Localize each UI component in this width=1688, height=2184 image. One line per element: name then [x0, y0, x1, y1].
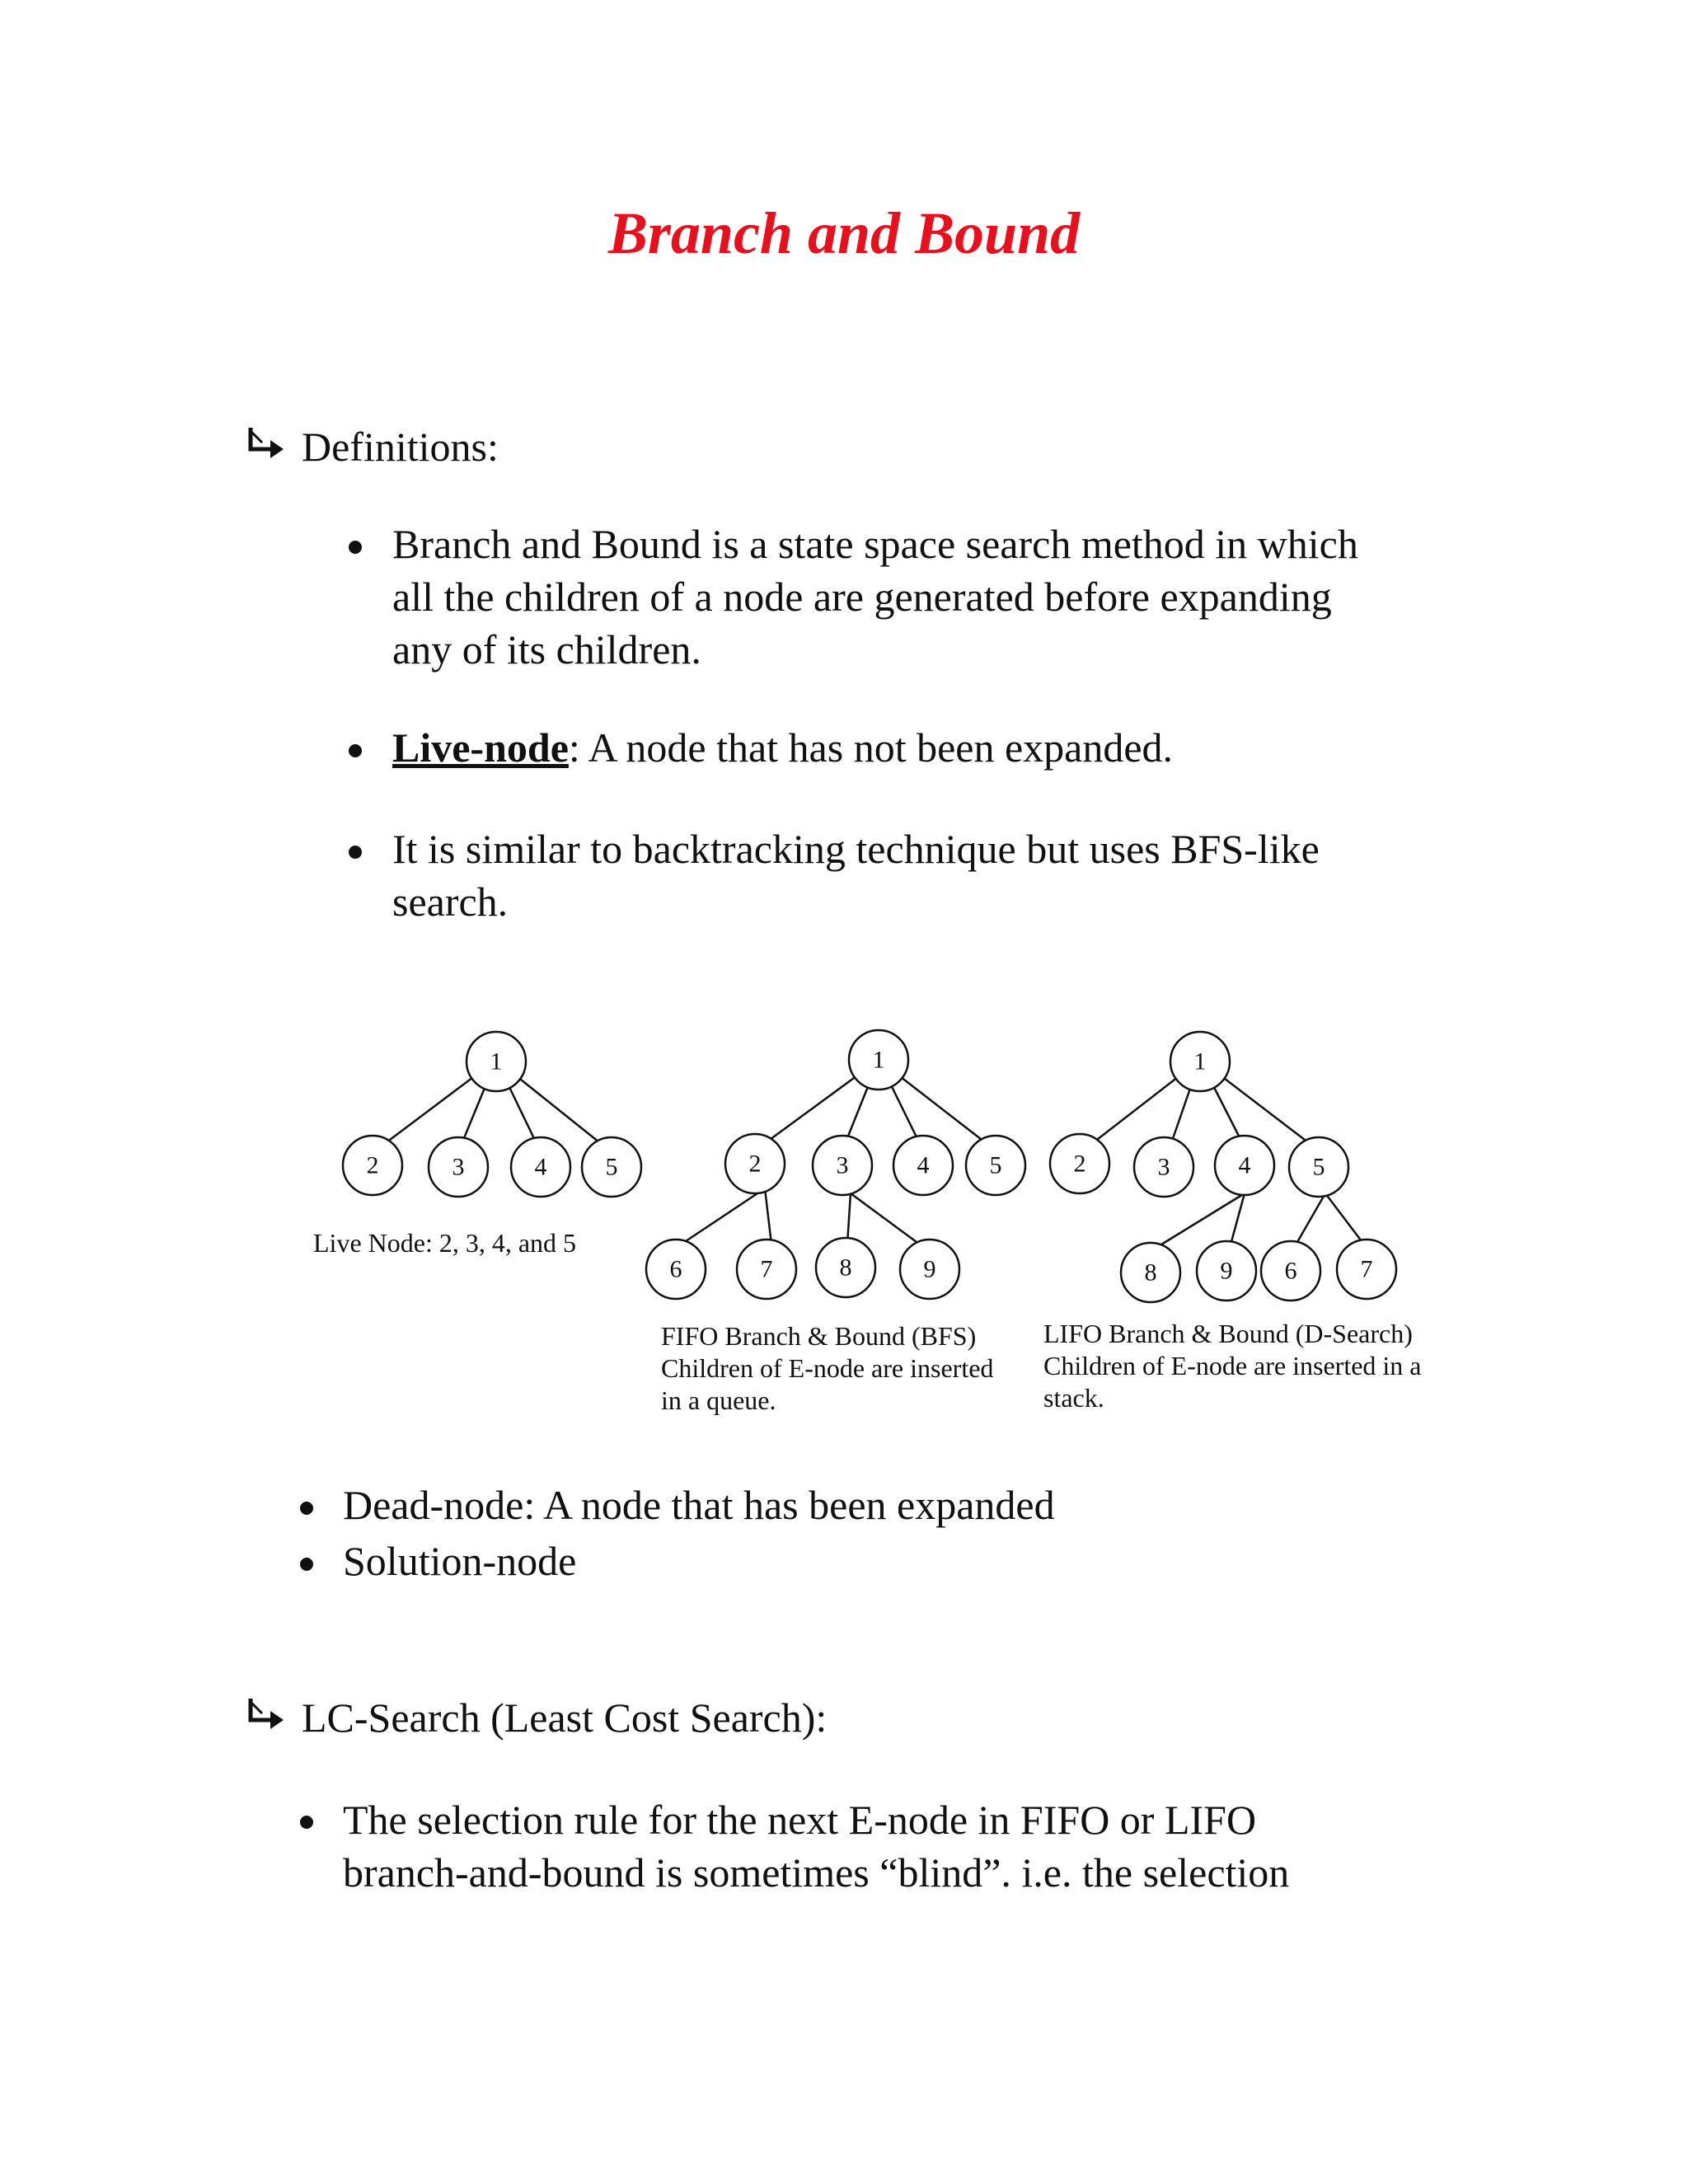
page-title: Branch and Bound [607, 200, 1081, 266]
tree1-child-label: 2 [366, 1151, 379, 1179]
tree2-child-label: 4 [917, 1151, 930, 1179]
hook-arrow-icon [244, 1695, 290, 1736]
tree3-child-label: 4 [1238, 1151, 1251, 1179]
tree2-grandchild-label: 8 [839, 1254, 852, 1282]
tree3-child-label: 5 [1312, 1153, 1325, 1181]
text-line: branch-and-bound is sometimes “blind”. i.e. the selection [343, 1849, 1290, 1896]
tree2-child-label: 3 [836, 1151, 849, 1179]
tree3-grandchild-label: 7 [1360, 1255, 1373, 1283]
definition-live-node [392, 721, 1173, 774]
tree3-grandchild-label: 8 [1144, 1258, 1157, 1286]
text-line: Branch and Bound is a state space search method in which [392, 521, 1358, 567]
caption-line: FIFO Branch & Bound (BFS) [661, 1321, 977, 1351]
solution-node-definition: Solution-node [343, 1538, 577, 1584]
bullet-dot [349, 846, 362, 859]
caption-line: stack. [1043, 1383, 1104, 1413]
bullet-dot [349, 744, 362, 757]
tree3-child-label: 2 [1073, 1150, 1086, 1178]
tree3-grandchild-label: 9 [1220, 1257, 1233, 1285]
hook-arrow-icon [244, 424, 290, 466]
definition-paragraph-1 [392, 518, 1358, 676]
text-line: search. [392, 879, 509, 925]
tree3-caption [1043, 1318, 1422, 1414]
text-line: It is similar to backtracking technique but uses BFS-like [392, 826, 1320, 872]
tree3-child-label: 3 [1157, 1153, 1170, 1181]
caption-line: LIFO Branch & Bound (D-Search) [1043, 1319, 1413, 1348]
text-line: all the children of a node are generated before expanding [392, 574, 1332, 620]
text-line: any of its children. [392, 626, 701, 673]
tree2-grandchild-label: 6 [669, 1255, 682, 1283]
tree1-root-label: 1 [490, 1047, 503, 1076]
tree1-child-label: 5 [605, 1153, 618, 1181]
live-node-definition: : A node that has not been expanded. [568, 724, 1174, 771]
caption-line: in a queue. [661, 1385, 776, 1415]
tree2-grandchild-label: 9 [923, 1255, 936, 1283]
lc-search-paragraph [343, 1793, 1289, 1899]
tree2-grandchild-label: 7 [760, 1255, 773, 1283]
definitions-heading [244, 422, 499, 471]
tree1-child-label: 3 [452, 1153, 465, 1181]
tree1-caption: Live Node: 2, 3, 4, and 5 [313, 1228, 577, 1258]
bullet-dot [300, 1816, 313, 1829]
tree2-root-label: 1 [872, 1046, 885, 1074]
tree2-caption [661, 1320, 993, 1417]
tree2-child-label: 2 [748, 1150, 762, 1178]
caption-line: Children of E-node are inserted [661, 1353, 994, 1383]
dead-node-definition: Dead-node: A node that has been expanded [343, 1482, 1055, 1528]
text-line: The selection rule for the next E-node in FIFO or LIFO [343, 1797, 1257, 1843]
bullet-dot [349, 541, 362, 554]
definitions-heading-text: Definitions: [302, 424, 499, 470]
lc-search-heading-text: LC-Search (Least Cost Search): [302, 1694, 828, 1741]
tree3-grandchild-label: 6 [1284, 1257, 1297, 1285]
tree1-child-label: 4 [534, 1153, 547, 1181]
tree2-child-label: 5 [989, 1151, 1002, 1179]
lc-search-heading [244, 1693, 827, 1742]
tree3-root-label: 1 [1193, 1047, 1207, 1076]
live-node-term: Live-node [392, 724, 569, 771]
bullet-dot [300, 1502, 313, 1515]
definition-paragraph-3 [392, 823, 1320, 928]
caption-line: Children of E-node are inserted in a [1043, 1351, 1422, 1380]
bullet-dot [300, 1558, 313, 1571]
